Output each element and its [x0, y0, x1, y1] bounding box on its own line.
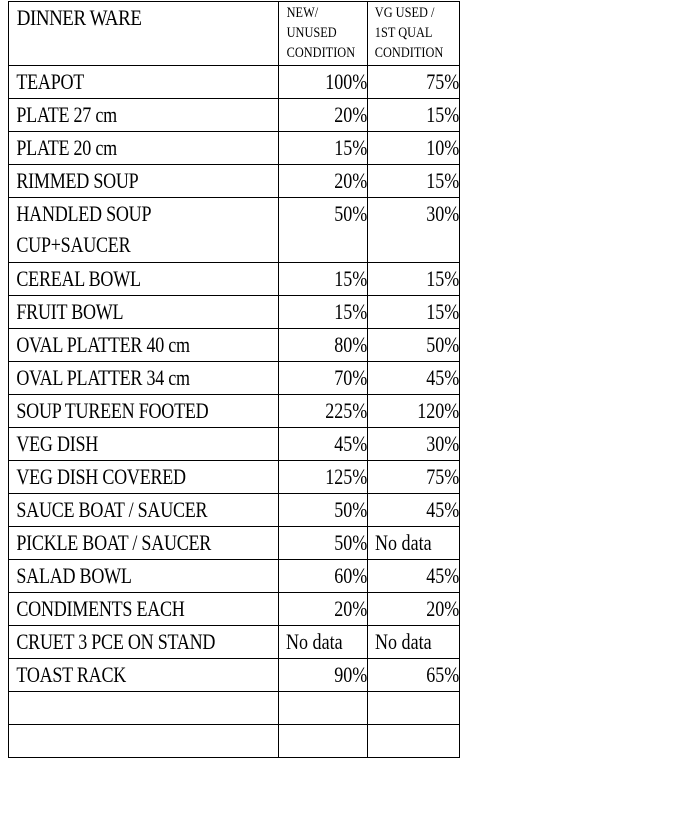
item-name: OVAL PLATTER 40 cm	[16, 332, 190, 357]
column-header-new: NEW/ UNUSED CONDITION	[286, 5, 356, 61]
used-value: 15%	[425, 266, 459, 291]
header-used-cell	[368, 2, 460, 66]
new-value: 90%	[333, 662, 367, 687]
new-value: 20%	[333, 168, 367, 193]
table-row	[9, 527, 460, 560]
column-header-used: VG USED / 1ST QUAL CONDITION	[374, 5, 444, 61]
new-value: 100%	[324, 69, 367, 94]
item-name: RIMMED SOUP	[16, 168, 139, 193]
empty-cell	[9, 692, 279, 725]
item-name: VEG DISH	[16, 431, 99, 456]
item-name: CEREAL BOWL	[16, 266, 141, 291]
header-new-cell	[279, 2, 368, 66]
item-name: CRUET 3 PCE ON STAND	[16, 629, 216, 654]
new-value: 15%	[333, 266, 367, 291]
table-row	[9, 66, 460, 99]
table-header-row	[9, 2, 460, 66]
table-row	[9, 329, 460, 362]
table-title: DINNER WARE	[16, 5, 142, 30]
new-value: 50%	[333, 201, 367, 226]
table-row	[9, 395, 460, 428]
new-value: 15%	[333, 299, 367, 324]
table-row	[9, 362, 460, 395]
dinner-ware-table	[8, 1, 460, 758]
table-row	[9, 132, 460, 165]
table-row	[9, 198, 460, 263]
table-row	[9, 659, 460, 692]
item-name: VEG DISH COVERED	[16, 464, 186, 489]
new-value: 125%	[324, 464, 367, 489]
used-value: 15%	[425, 102, 459, 127]
used-value: 45%	[425, 365, 459, 390]
item-name: OVAL PLATTER 34 cm	[16, 365, 190, 390]
table-row	[9, 494, 460, 527]
table-row	[9, 296, 460, 329]
new-value: 20%	[333, 102, 367, 127]
table-row	[9, 428, 460, 461]
new-value: 20%	[333, 596, 367, 621]
used-value: 15%	[425, 168, 459, 193]
empty-row	[9, 725, 460, 758]
table-row	[9, 560, 460, 593]
empty-cell	[368, 725, 460, 758]
used-value: 45%	[425, 563, 459, 588]
item-name: HANDLED SOUP CUP+SAUCER	[16, 201, 152, 257]
used-value: 45%	[425, 497, 459, 522]
new-value: 225%	[324, 398, 367, 423]
empty-cell	[9, 725, 279, 758]
new-value: 50%	[333, 530, 367, 555]
used-value: 15%	[425, 299, 459, 324]
header-item-cell	[9, 2, 279, 66]
new-value: 60%	[333, 563, 367, 588]
item-name: FRUIT BOWL	[16, 299, 124, 324]
used-value: No data	[375, 530, 432, 555]
new-value: 15%	[333, 135, 367, 160]
empty-cell	[279, 725, 368, 758]
used-value: 30%	[425, 201, 459, 226]
item-name: TEAPOT	[16, 69, 85, 94]
used-value: 20%	[425, 596, 459, 621]
item-name: PLATE 27 cm	[16, 102, 117, 127]
new-value: 45%	[333, 431, 367, 456]
used-value: 75%	[425, 464, 459, 489]
table-row	[9, 593, 460, 626]
new-value: No data	[286, 629, 343, 654]
empty-cell	[279, 692, 368, 725]
used-value: No data	[375, 629, 432, 654]
item-name: SALAD BOWL	[16, 563, 132, 588]
item-name: TOAST RACK	[16, 662, 127, 687]
used-value: 10%	[425, 135, 459, 160]
table-row	[9, 263, 460, 296]
used-value: 120%	[416, 398, 459, 423]
table-row	[9, 99, 460, 132]
new-value: 50%	[333, 497, 367, 522]
used-value: 75%	[425, 69, 459, 94]
empty-row	[9, 692, 460, 725]
item-name: PLATE 20 cm	[16, 135, 117, 160]
table-row	[9, 626, 460, 659]
empty-cell	[368, 692, 460, 725]
used-value: 30%	[425, 431, 459, 456]
new-value: 80%	[333, 332, 367, 357]
table-row	[9, 165, 460, 198]
table-row	[9, 461, 460, 494]
item-name: SOUP TUREEN FOOTED	[16, 398, 209, 423]
item-name: PICKLE BOAT / SAUCER	[16, 530, 212, 555]
item-name: SAUCE BOAT / SAUCER	[16, 497, 208, 522]
new-value: 70%	[333, 365, 367, 390]
used-value: 65%	[425, 662, 459, 687]
used-value: 50%	[425, 332, 459, 357]
item-name: CONDIMENTS EACH	[16, 596, 185, 621]
